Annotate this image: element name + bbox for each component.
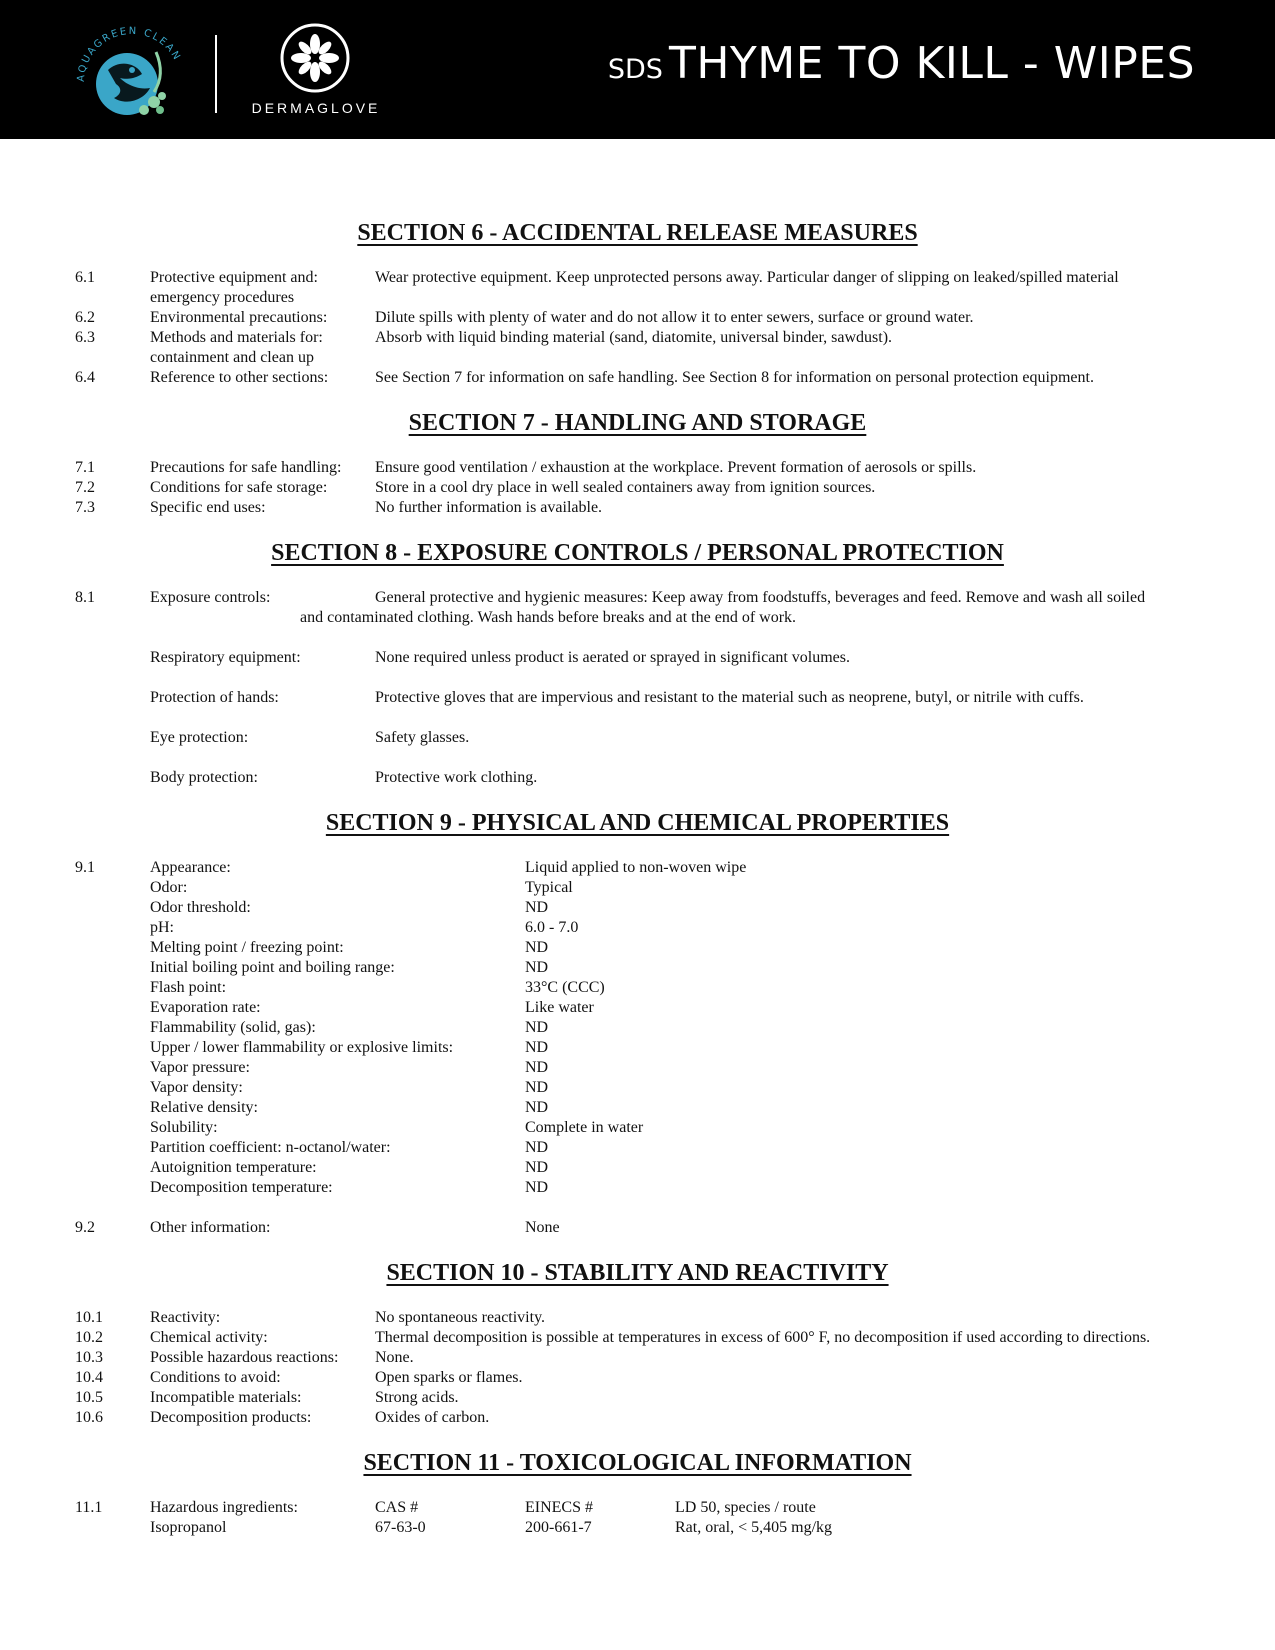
s10-label: Reactivity: xyxy=(150,1309,221,1326)
s9-prop-value: Like water xyxy=(525,999,594,1016)
s9-prop-value: ND xyxy=(525,1059,549,1076)
s9-prop-label: Odor threshold: xyxy=(150,899,251,916)
s8-label: Respiratory equipment: xyxy=(150,649,301,666)
s7-num: 7.1 xyxy=(75,459,95,476)
logo1-arc-text: AQUAGREEN CLEAN xyxy=(75,25,183,83)
s7-num: 7.2 xyxy=(75,479,95,496)
s9-prop-value: ND xyxy=(525,1039,549,1056)
s9-prop-value: ND xyxy=(525,1019,549,1036)
s6-text: See Section 7 for information on safe handling. See Section 8 for information on personal protection equipment. xyxy=(375,369,1094,386)
s8-label: Body protection: xyxy=(150,769,258,786)
s6-label-line2: emergency procedures xyxy=(150,289,295,306)
s10-num: 10.1 xyxy=(75,1309,103,1326)
section-11-heading: SECTION 11 - TOXICOLOGICAL INFORMATION xyxy=(363,1450,912,1476)
s10-label: Decomposition products: xyxy=(150,1409,312,1426)
s9-prop-value: ND xyxy=(525,939,549,956)
s9-other-label: Other information: xyxy=(150,1219,271,1236)
s9-prop-value: Complete in water xyxy=(525,1119,644,1136)
section-7-heading: SECTION 7 - HANDLING AND STORAGE xyxy=(408,410,867,436)
s9-prop-value: 6.0 - 7.0 xyxy=(525,919,579,936)
s9-num: 9.1 xyxy=(75,859,95,876)
s9-prop-label: Partition coefficient: n-octanol/water: xyxy=(150,1139,391,1156)
s9-prop-label: Vapor density: xyxy=(150,1079,243,1096)
s9-other-value: None xyxy=(525,1219,560,1236)
s10-label: Chemical activity: xyxy=(150,1329,268,1346)
s11-header-label: Hazardous ingredients: xyxy=(150,1499,298,1516)
s9-prop-label: Flammability (solid, gas): xyxy=(150,1019,316,1036)
section-6-heading: SECTION 6 - ACCIDENTAL RELEASE MEASURES xyxy=(357,220,918,246)
s9-prop-label: Initial boiling point and boiling range: xyxy=(150,959,395,976)
s9-prop-value: ND xyxy=(525,1139,549,1156)
s10-text: Oxides of carbon. xyxy=(375,1409,490,1426)
s6-label: Methods and materials for: xyxy=(150,329,323,346)
s10-num: 10.3 xyxy=(75,1349,103,1366)
s8-label: Protection of hands: xyxy=(150,689,279,706)
logo-divider xyxy=(215,35,217,113)
s10-num: 10.2 xyxy=(75,1329,103,1346)
s6-text: Wear protective equipment. Keep unprotected persons away. Particular danger of slipping on leaked/spilled material xyxy=(375,269,1119,286)
title-main: THYME TO KILL - WIPES xyxy=(668,38,1195,89)
s9-prop-value: 33°C (CCC) xyxy=(525,979,605,996)
s6-text: Dilute spills with plenty of water and do not allow it to enter sewers, surface or ground water. xyxy=(375,309,974,326)
section-8-heading: SECTION 8 - EXPOSURE CONTROLS / PERSONAL PROTECTION xyxy=(271,540,1004,566)
page-header xyxy=(0,0,1275,139)
s9-prop-label: Evaporation rate: xyxy=(150,999,261,1016)
s11-row-cas: 67-63-0 xyxy=(375,1519,426,1536)
s7-label: Specific end uses: xyxy=(150,499,266,516)
s9-prop-value: ND xyxy=(525,1099,549,1116)
s8-text: Protective work clothing. xyxy=(375,769,538,786)
section-10-heading: SECTION 10 - STABILITY AND REACTIVITY xyxy=(386,1260,889,1286)
s11-header-cas: CAS # xyxy=(375,1499,419,1516)
s10-text: Thermal decomposition is possible at temperatures in excess of 600° F, no decomposition if used according to directions. xyxy=(375,1329,1151,1346)
s6-label-line2: containment and clean up xyxy=(150,349,314,366)
s9-prop-label: Solubility: xyxy=(150,1119,218,1136)
s8-text: Safety glasses. xyxy=(375,729,470,746)
s7-text: No further information is available. xyxy=(375,499,603,516)
s11-header-einecs: EINECS # xyxy=(525,1499,593,1516)
s8-num: 8.1 xyxy=(75,589,95,606)
s9-prop-label: Autoignition temperature: xyxy=(150,1159,317,1176)
s9-prop-label: Melting point / freezing point: xyxy=(150,939,344,956)
s11-row-label: Isopropanol xyxy=(150,1519,227,1536)
s10-text: None. xyxy=(375,1349,414,1366)
s10-label: Conditions to avoid: xyxy=(150,1369,281,1386)
s6-num: 6.1 xyxy=(75,269,95,286)
s6-label: Protective equipment and: xyxy=(150,269,318,286)
s6-num: 6.4 xyxy=(75,369,95,386)
s10-num: 10.6 xyxy=(75,1409,103,1426)
s9-prop-value: ND xyxy=(525,1159,549,1176)
s9-prop-label: Decomposition temperature: xyxy=(150,1179,333,1196)
s9-prop-value: ND xyxy=(525,899,549,916)
s9-prop-value: ND xyxy=(525,959,549,976)
s11-row-einecs: 200-661-7 xyxy=(525,1519,592,1536)
aquagreen-clean-logo xyxy=(70,18,190,122)
s10-num: 10.4 xyxy=(75,1369,103,1386)
s11-header-ld50: LD 50, species / route xyxy=(675,1499,816,1516)
s8-exposure-text: General protective and hygienic measures: Keep away from foodstuffs, beverages and feed. Remove and wash all soiled xyxy=(375,589,1146,606)
s11-num: 11.1 xyxy=(75,1499,103,1516)
document-title xyxy=(608,38,1195,89)
s8-exposure-label: Exposure controls: xyxy=(150,589,271,606)
s8-text: Protective gloves that are impervious and resistant to the material such as neoprene, butyl, or nitrile with cuffs. xyxy=(375,689,1084,706)
s7-text: Store in a cool dry place in well sealed containers away from ignition sources. xyxy=(375,479,876,496)
s9-prop-label: pH: xyxy=(150,919,174,936)
s6-num: 6.3 xyxy=(75,329,95,346)
s10-text: Open sparks or flames. xyxy=(375,1369,523,1386)
s8-text: None required unless product is aerated or sprayed in significant volumes. xyxy=(375,649,850,666)
s9-prop-label: Odor: xyxy=(150,879,188,896)
s6-text: Absorb with liquid binding material (sand, diatomite, universal binder, sawdust). xyxy=(375,329,893,346)
s7-text: Ensure good ventilation / exhaustion at the workplace. Prevent formation of aerosols or spills. xyxy=(375,459,977,476)
s7-num: 7.3 xyxy=(75,499,95,516)
s9-prop-label: Vapor pressure: xyxy=(150,1059,250,1076)
s9-prop-label: Relative density: xyxy=(150,1099,258,1116)
s9-prop-label: Appearance: xyxy=(150,859,231,876)
s8-label: Eye protection: xyxy=(150,729,249,746)
dermaglove-logo-text: DERMAGLOVE xyxy=(251,100,381,116)
s9-prop-value: ND xyxy=(525,1079,549,1096)
s9-num: 9.2 xyxy=(75,1219,95,1236)
s6-num: 6.2 xyxy=(75,309,95,326)
s10-text: No spontaneous reactivity. xyxy=(375,1309,546,1326)
section-9-heading: SECTION 9 - PHYSICAL AND CHEMICAL PROPERTIES xyxy=(325,810,950,836)
s9-prop-label: Flash point: xyxy=(150,979,227,996)
s10-label: Incompatible materials: xyxy=(150,1389,302,1406)
s10-num: 10.5 xyxy=(75,1389,103,1406)
s6-label: Environmental precautions: xyxy=(150,309,328,326)
s9-prop-value: ND xyxy=(525,1179,549,1196)
s11-row-ld50: Rat, oral, < 5,405 mg/kg xyxy=(675,1519,833,1536)
s10-label: Possible hazardous reactions: xyxy=(150,1349,339,1366)
s7-label: Precautions for safe handling: xyxy=(150,459,342,476)
s9-prop-value: Typical xyxy=(525,879,573,896)
s9-prop-label: Upper / lower flammability or explosive limits: xyxy=(150,1039,454,1056)
title-prefix: SDS xyxy=(607,54,663,85)
s9-prop-value: Liquid applied to non-woven wipe xyxy=(525,859,747,876)
s6-label: Reference to other sections: xyxy=(150,369,329,386)
s10-text: Strong acids. xyxy=(375,1389,459,1406)
s7-label: Conditions for safe storage: xyxy=(150,479,328,496)
dermaglove-flower-icon xyxy=(279,22,351,94)
s8-exposure-text-line2: and contaminated clothing. Wash hands before breaks and at the end of work. xyxy=(300,609,797,626)
